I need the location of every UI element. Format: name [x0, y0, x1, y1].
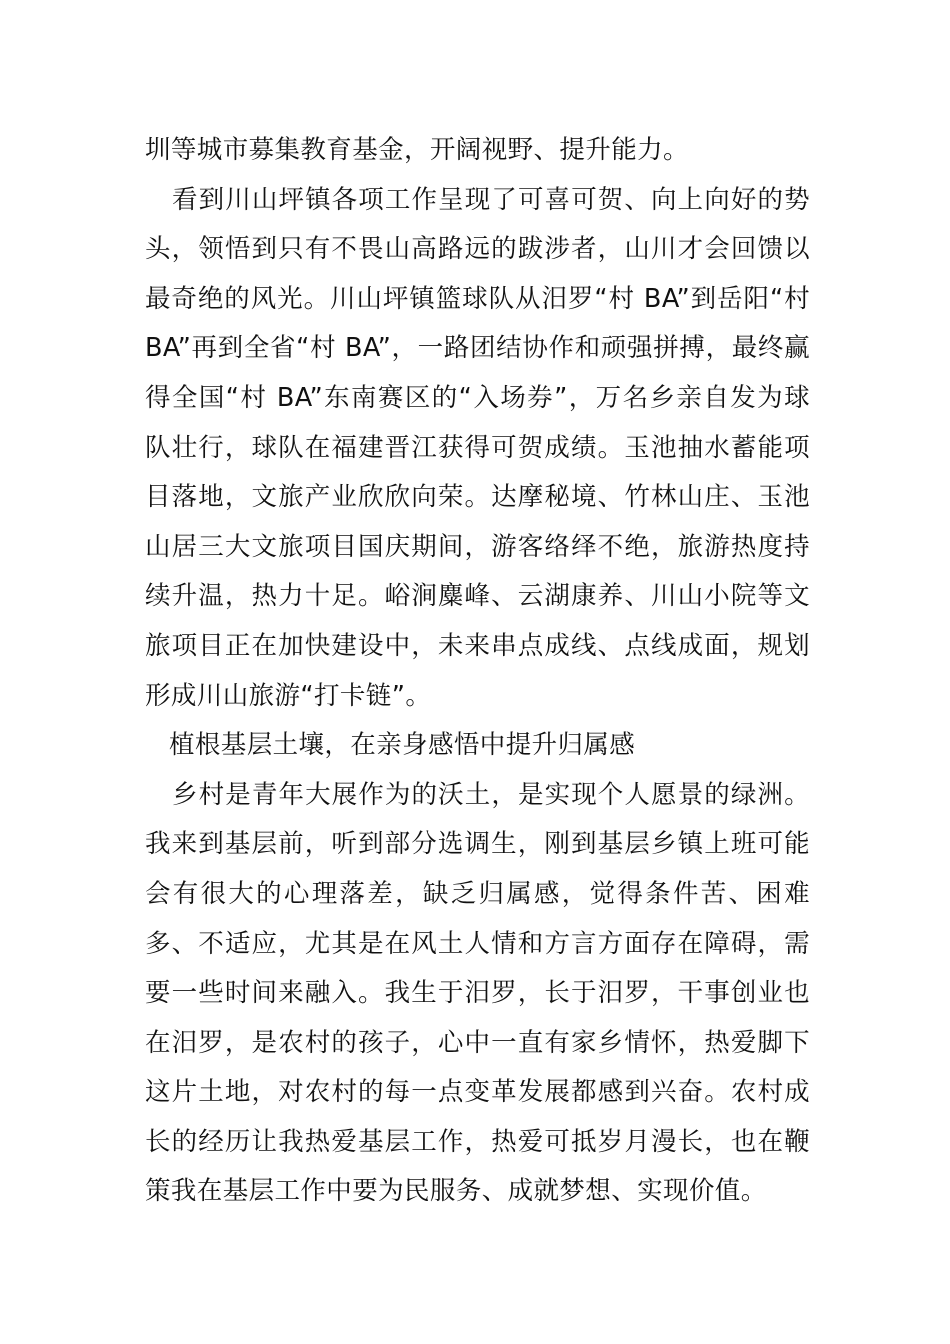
- paragraph-town-achievements: 看到川山坪镇各项工作呈现了可喜可贺、向上向好的势头，领悟到只有不畏山高路远的跋涉者，山川才会回馈以最奇绝的风光。川山坪镇篮球队从汨罗“村 BA”到岳阳“村 BA”再到全省“村 BA”，一路团结协作和顽强拼搏，最终赢得全国“村 BA”东南赛区的“入场券”，万名乡亲自发为球队壮行，球队在福建晋江获得可贺成绩。玉池抽水蓄能项目落地，文旅产业欣欣向荣。达摩秘境、竹林山庄、玉池山居三大文旅项目国庆期间，游客络绎不绝，旅游热度持续升温，热力十足。峪涧麋峰、云湖康养、川山小院等文旅项目正在加快建设中，未来串点成线、点线成面，规划形成川山旅游“打卡链”。: [145, 184, 810, 711]
- paragraph-belonging: 乡村是青年大展作为的沃土，是实现个人愿景的绿洲。我来到基层前，听到部分选调生，刚到基层乡镇上班可能会有很大的心理落差，缺乏归属感，觉得条件苦、困难多、不适应，尤其是在风土人情和方言方面存在障碍，需要一些时间来融入。我生于汨罗，长于汨罗，干事创业也在汨罗，是农村的孩子，心中一直有家乡情怀，热爱脚下这片土地，对农村的每一点变革发展都感到兴奋。农村成长的经历让我热爱基层工作，热爱可抵岁月漫长，也在鞭策我在基层工作中要为民服务、成就梦想、实现价值。: [145, 779, 810, 1207]
- section-heading: 植根基层土壤，在亲身感悟中提升归属感: [169, 730, 636, 761]
- paragraph-continued: 圳等城市募集教育基金，开阔视野、提升能力。: [145, 135, 689, 165]
- document-body: [145, 126, 810, 1217]
